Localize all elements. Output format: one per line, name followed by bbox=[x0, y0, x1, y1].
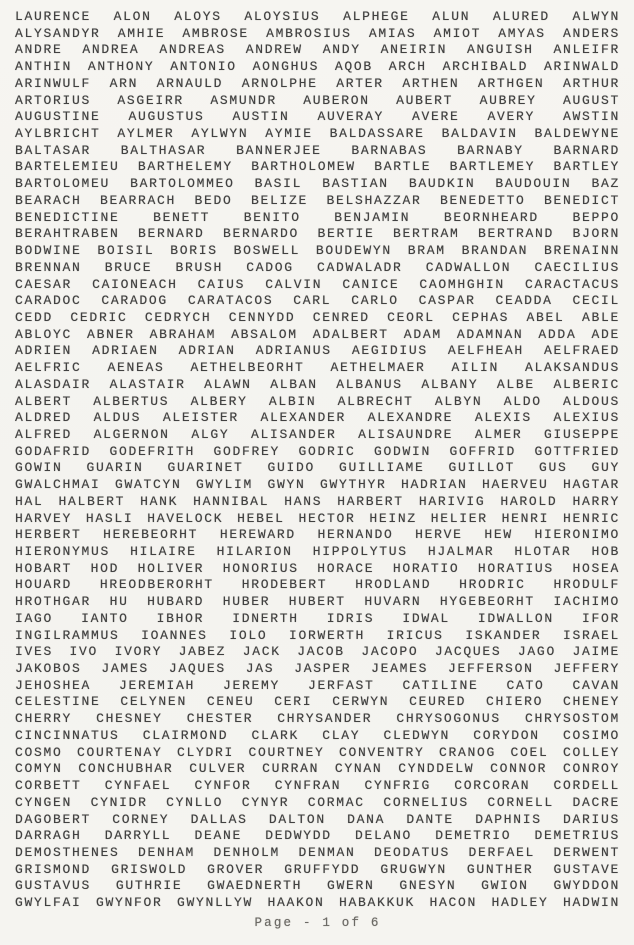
text-line: HOBART HOD HOLIVER HONORIUS HORACE HORATIO HORATIUS HOSEA bbox=[15, 560, 620, 576]
text-line: BERAHTRABEN BERNARD BERNARDO BERTIE BERTRAM BERTRAND BJORN bbox=[15, 226, 620, 242]
text-line: AELFRIC AENEAS AETHELBEORHT AETHELMAER AILIN ALAKSANDUS bbox=[15, 360, 620, 376]
text-line: ALBERT ALBERTUS ALBERY ALBIN ALBRECHT ALBYN ALDO ALDOUS bbox=[15, 393, 620, 409]
text-line: HARVEY HASLI HAVELOCK HEBEL HECTOR HEINZ HELIER HENRI HENRIC bbox=[15, 510, 620, 526]
text-line: CORBETT CYNFAEL CYNFOR CYNFRAN CYNFRIG CORCORAN CORDELL bbox=[15, 778, 620, 794]
text-line: CARADOC CARADOG CARATACOS CARL CARLO CASPAR CEADDA CECIL bbox=[15, 293, 620, 309]
text-line: AUGUSTINE AUGUSTUS AUSTIN AUVERAY AVERE AVERY AWSTIN bbox=[15, 109, 620, 125]
page-footer: Page - 1 of 6 bbox=[254, 915, 381, 930]
text-line: DAGOBERT CORNEY DALLAS DALTON DANA DANTE DAPHNIS DARIUS bbox=[15, 811, 620, 827]
text-line: ANDRE ANDREA ANDREAS ANDREW ANDY ANEIRIN ANGUISH ANLEIFR bbox=[15, 42, 620, 58]
text-line: JAKOBOS JAMES JAQUES JAS JASPER JEAMES JEFFERSON JEFFERY bbox=[15, 661, 620, 677]
text-line: HAL HALBERT HANK HANNIBAL HANS HARBERT HARIVIG HAROLD HARRY bbox=[15, 493, 620, 509]
text-line: ARINWULF ARN ARNAULD ARNOLPHE ARTER ARTHEN ARTHGEN ARTHUR bbox=[15, 75, 620, 91]
text-line: DEMOSTHENES DENHAM DENHOLM DENMAN DEODATUS DERFAEL DERWENT bbox=[15, 844, 620, 860]
text-line: CAESAR CAIONEACH CAIUS CALVIN CANICE CAOMHGHIN CARACTACUS bbox=[15, 276, 620, 292]
text-line: BARTELEMIEU BARTHELEMY BARTHOLOMEW BARTLE BARTLEMEY BARTLEY bbox=[15, 159, 620, 175]
text-line: BENEDICTINE BENETT BENITO BENJAMIN BEORNHEARD BEPPO bbox=[15, 209, 620, 225]
text-line: BEARACH BEARRACH BEDO BELIZE BELSHAZZAR BENEDETTO BENEDICT bbox=[15, 192, 620, 208]
text-line: CEDD CEDRIC CEDRYCH CENNYDD CENRED CEORL CEPHAS ABEL ABLE bbox=[15, 309, 620, 325]
text-line: ANTHIN ANTHONY ANTONIO AONGHUS AQOB ARCH ARCHIBALD ARINWALD bbox=[15, 59, 620, 75]
text-line: ARTORIUS ASGEIRR ASMUNDR AUBERON AUBERT AUBREY AUGUST bbox=[15, 92, 620, 108]
text-line: DARRAGH DARRYLL DEANE DEDWYDD DELANO DEMETRIO DEMETRIUS bbox=[15, 828, 620, 844]
text-line: BARTOLOMEU BARTOLOMMEO BASIL BASTIAN BAUDKIN BAUDOUIN BAZ bbox=[15, 176, 620, 192]
text-line: LAURENCE ALON ALOYS ALOYSIUS ALPHEGE ALUN ALURED ALWYN bbox=[15, 9, 620, 24]
text-line: ALDRED ALDUS ALEISTER ALEXANDER ALEXANDRE ALEXIS ALEXIUS bbox=[15, 410, 620, 426]
text-line: IAGO IANTO IBHOR IDNERTH IDRIS IDWAL IDWALLON IFOR bbox=[15, 610, 620, 626]
text-line: JEHOSHEA JEREMIAH JEREMY JERFAST CATILINE CATO CAVAN bbox=[15, 677, 620, 693]
text-line: GRISMOND GRISWOLD GROVER GRUFFYDD GRUGWYN GUNTHER GUSTAVE bbox=[15, 861, 620, 877]
name-list bbox=[15, 9, 620, 912]
text-line: CHERRY CHESNEY CHESTER CHRYSANDER CHRYSOGONUS CHRYSOSTOM bbox=[15, 711, 620, 727]
text-line: GOWIN GUARIN GUARINET GUIDO GUILLIAME GUILLOT GUS GUY bbox=[15, 460, 620, 476]
text-line: HROTHGAR HU HUBARD HUBER HUBERT HUVARN HYGEBEORHT IACHIMO bbox=[15, 594, 620, 610]
text-line: CINCINNATUS CLAIRMOND CLARK CLAY CLEDWYN CORYDON COSIMO bbox=[15, 727, 620, 743]
text-line: GODAFRID GODEFRITH GODFREY GODRIC GODWIN GOFFRID GOTTFRIED bbox=[15, 443, 620, 459]
text-line: ALYSANDYR AMHIE AMBROSE AMBROSIUS AMIAS AMIOT AMYAS ANDERS bbox=[15, 25, 620, 41]
text-line: GWALCHMAI GWATCYN GWYLIM GWYN GWYTHYR HADRIAN HAERVEU HAGTAR bbox=[15, 477, 620, 493]
text-line: GUSTAVUS GUTHRIE GWAEDNERTH GWERN GNESYN GWION GWYDDON bbox=[15, 878, 620, 894]
text-line: ABLOYC ABNER ABRAHAM ABSALOM ADALBERT ADAM ADAMNAN ADDA ADE bbox=[15, 326, 620, 342]
text-line: INGILRAMMUS IOANNES IOLO IORWERTH IRICUS ISKANDER ISRAEL bbox=[15, 627, 620, 643]
text-line: BODWINE BOISIL BORIS BOSWELL BOUDEWYN BRAM BRANDAN BRENAINN bbox=[15, 243, 620, 259]
text-line: CYNGEN CYNIDR CYNLLO CYNYR CORMAC CORNELIUS CORNELL DACRE bbox=[15, 794, 620, 810]
text-line: CELESTINE CELYNEN CENEU CERI CERWYN CEURED CHIERO CHENEY bbox=[15, 694, 620, 710]
text-line: HIERONYMUS HILAIRE HILARION HIPPOLYTUS HJALMAR HLOTAR HOB bbox=[15, 544, 620, 559]
text-line: COMYN CONCHUBHAR CULVER CURRAN CYNAN CYNDDELW CONNOR CONROY bbox=[15, 761, 620, 777]
text-line: ALASDAIR ALASTAIR ALAWN ALBAN ALBANUS ALBANY ALBE ALBERIC bbox=[15, 376, 620, 392]
text-line: IVES IVO IVORY JABEZ JACK JACOB JACOPO JACQUES JAGO JAIME bbox=[15, 644, 620, 660]
text-line: HOUARD HREODBERORHT HRODEBERT HRODLAND HRODRIC HRODULF bbox=[15, 577, 620, 593]
text-line: COSMO COURTENAY CLYDRI COURTNEY CONVENTRY CRANOG COEL COLLEY bbox=[15, 744, 620, 760]
text-line: BALTASAR BALTHASAR BANNERJEE BARNABAS BARNABY BARNARD bbox=[15, 142, 620, 158]
text-line: BRENNAN BRUCE BRUSH CADOG CADWALADR CADWALLON CAECILIUS bbox=[15, 259, 620, 275]
text-line: ALFRED ALGERNON ALGY ALISANDER ALISAUNDRE ALMER GIUSEPPE bbox=[15, 426, 620, 442]
text-line: ADRIEN ADRIAEN ADRIAN ADRIANUS AEGIDIUS AELFHEAH AELFRAED bbox=[15, 343, 620, 359]
text-line: HERBERT HEREBEORHT HEREWARD HERNANDO HERVE HEW HIERONIMO bbox=[15, 527, 620, 543]
text-line: GWYLFAI GWYNFOR GWYNLLYW HAAKON HABAKKUK HACON HADLEY HADWIN bbox=[15, 895, 620, 911]
text-line: AYLBRICHT AYLMER AYLWYN AYMIE BALDASSARE BALDAVIN BALDEWYNE bbox=[15, 126, 620, 142]
